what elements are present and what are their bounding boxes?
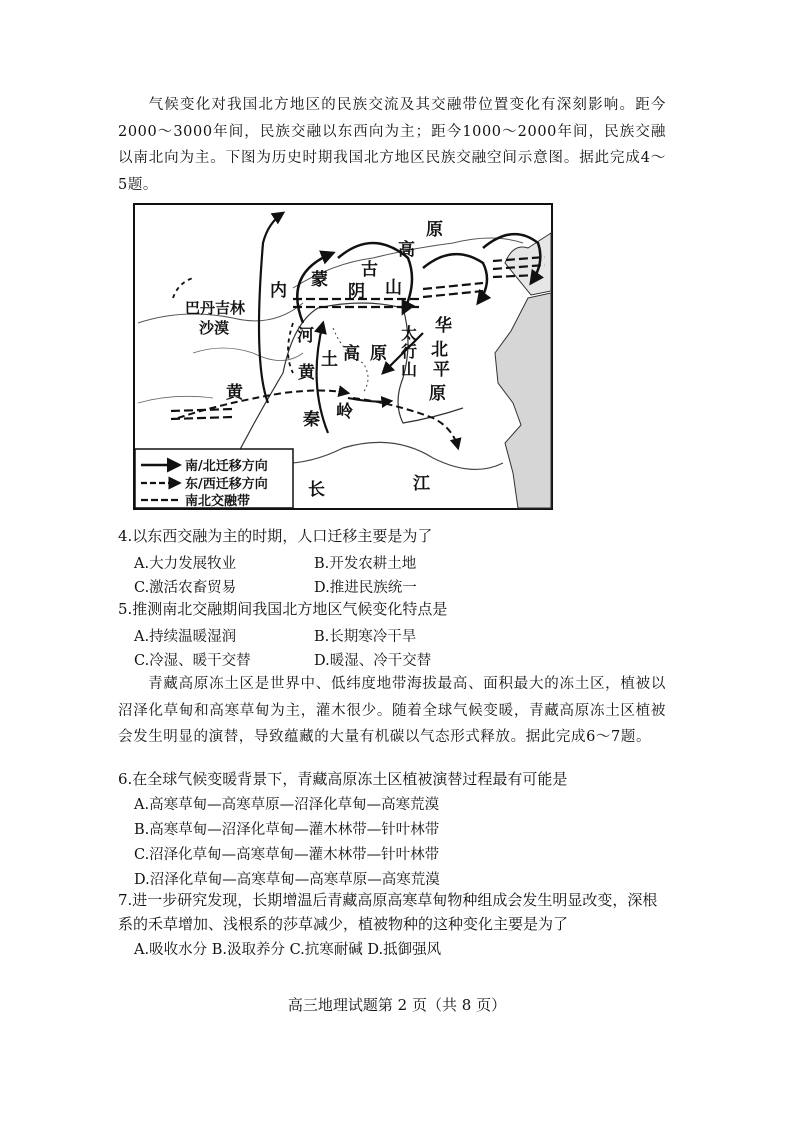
label-hua: 华 [435,316,452,336]
question-5-stem: 5.推测南北交融期间我国北方地区气候变化特点是 [118,600,448,618]
question-7-stem: 7.进一步研究发现，长期增温后青藏高原高寒草甸物种组成会发生明显改变，深根系的禾草增加、浅根系的莎草减少，植被物种的这种变化主要是为了 [118,891,658,933]
q5-option-c: C.冷湿、暖干交替 [134,653,251,669]
intro-paragraph-q6-7 [118,671,666,751]
q5-option-b: B.长期寒冷干旱 [314,629,417,645]
q5-option-d: D.暖湿、冷干交替 [314,653,432,669]
label-badain-1: 巴丹吉林 [185,299,246,317]
label-ping: 平 [433,360,450,380]
label-yin: 阴 [348,282,365,302]
page-footer: 高三地理试题第 2 页（共 8 页） [287,996,507,1014]
q4-option-b: B.开发农耕土地 [314,556,417,572]
q4-option-c: C.激活农畜贸易 [134,580,237,596]
label-nei: 内 [270,281,287,301]
legend-ew-label: 东/西迁移方向 [185,477,268,492]
legend-ns-label: 南/北迁移方向 [185,459,268,474]
map-legend [135,449,293,509]
label-ling: 岭 [336,402,353,422]
intro-paragraph-q4-5 [118,92,666,198]
label-he: 河 [297,326,314,346]
q6-option-c: C.沼泽化草甸—高寒草甸—灌木林带—针叶林带 [134,847,440,863]
label-qin: 秦 [303,410,320,430]
label-tu: 土 [321,350,338,370]
label-tai: 太 [401,324,418,343]
label-chang: 长 [308,480,325,500]
label-shan2: 山 [401,360,418,379]
q5-option-a: A.持续温暖湿润 [134,629,237,645]
label-bei: 北 [431,340,448,360]
q4-option-a: A.大力发展牧业 [134,556,237,572]
ethnic-fusion-map [133,203,553,510]
legend-band-label: 南北交融带 [185,494,251,509]
label-yuan-top: 原 [426,220,443,240]
question-4-stem: 4.以东西交融为主的时期，人口迁移主要是为了 [118,527,433,545]
label-shan1: 山 [385,278,402,298]
label-huang2: 黄 [226,383,243,403]
label-hang: 行 [401,342,418,361]
q6-option-d: D.沼泽化草甸—高寒草甸—高寒草原—高寒荒漠 [134,872,440,888]
question-6-stem: 6.在全球气候变暖背景下，青藏高原冻土区植被演替过程最有可能是 [118,770,568,788]
intro-text: 气候变化对我国北方地区的民族交流及其交融带位置变化有深刻影响。距今2000～3000年间，民族交融以东西向为主；距今1000～2000年间，民族交融以南北向为主。下图为历史时期我国北方地区民族交融空间示意图。据此完成4～5题。 [118,97,666,193]
label-gao: 高 [398,240,415,260]
label-yuan3: 原 [370,344,387,364]
label-gao2: 高 [343,344,360,364]
q6-option-a: A.高寒草甸—高寒草原—沼泽化草甸—高寒荒漠 [134,797,440,813]
q7-options-line: A.吸收水分 B.汲取养分 C.抗寒耐碱 D.抵御强风 [134,942,442,958]
q6-option-b: B.高寒草甸—沼泽化草甸—灌木林带—针叶林带 [134,822,440,838]
q4-option-d: D.推进民族统一 [314,580,417,596]
label-huang: 黄 [298,363,315,383]
label-jiang: 江 [413,474,430,494]
label-gu: 古 [361,260,378,280]
label-badain-2: 沙漠 [199,319,230,337]
label-meng: 蒙 [311,270,328,290]
intro2-text: 青藏高原冻土区是世界中、低纬度地带海拔最高、面积最大的冻土区，植被以沼泽化草甸和高寒草甸为主，灌木很少。随着全球气候变暖，青藏高原冻土区植被会发生明显的演替，导致蕴藏的大量有机碳以气态形式释放。据此完成6～7题。 [118,676,666,745]
label-yuan2: 原 [429,384,446,404]
